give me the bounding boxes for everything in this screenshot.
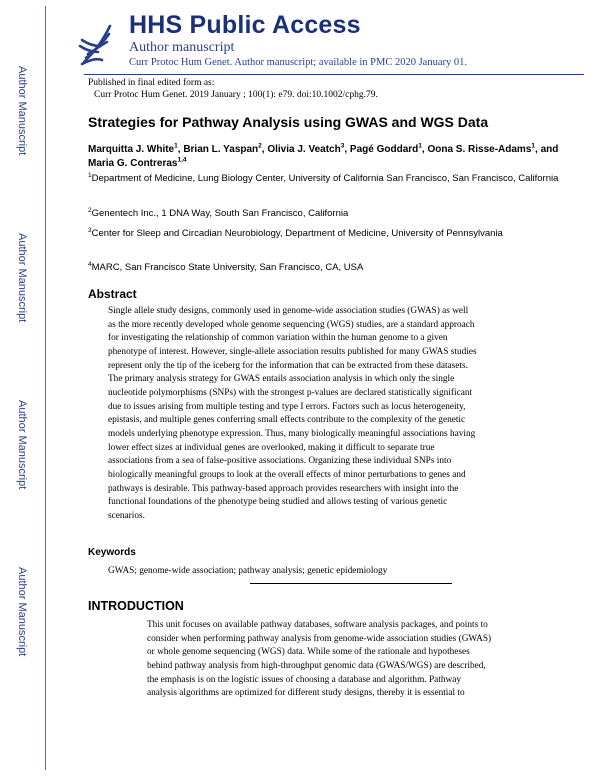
author-name: Maria G. Contreras [88,158,178,169]
keywords-text: GWAS; genome-wide association; pathway analysis; genetic epidemiology [108,566,388,576]
side-label-author-manuscript: Author Manuscript [16,400,28,490]
affiliation-sup: 1 [88,171,92,179]
keywords-heading: Keywords [88,547,136,558]
intro-line: This unit focuses on available pathway databases, software analysis packages, and points to [147,620,488,630]
abstract-line: The primary analysis strategy for GWAS entails association analysis in which only the single [108,374,455,385]
affiliation-2 [88,207,568,221]
abstract-heading: Abstract [88,287,137,301]
affiliation-sup: 3 [88,226,92,234]
side-label-author-manuscript: Author Manuscript [16,66,28,156]
intro-line: consider when performing pathway analysis from genome-wide association studies (GWAS) [147,633,492,644]
header-title: HHS Public Access [129,11,361,39]
keywords-rule [250,583,452,584]
published-label: Published in final edited form as: [88,78,215,88]
abstract-line: nucleotide polymorphisms (SNPs) with the strongest p-values are declared statistically significant [108,387,473,398]
affiliation-text: Center for Sleep and Circadian Neurobiology, Department of Medicine, University of Pennsylvania [91,228,503,239]
abstract-line: lower effect sizes at individual genes are overlooked, making it difficult to separate true [108,442,435,453]
author-and: and [540,144,559,155]
affiliation-text: MARC, San Francisco State University, San Francisco, CA, USA [91,262,364,273]
abstract-line: due to issues arising from multiple testing and type I errors. Factors such as locus heterogeneity, [108,401,466,412]
side-margin [0,0,40,776]
introduction-heading: INTRODUCTION [88,599,184,613]
abstract-line: epistasis, and multiple genes conferring small effects contribute to the complexity of the genetic [108,415,466,426]
abstract-line: associations from a sea of false-positive associations. Organizing these individual SNPs into [108,456,452,467]
author-name: Oona S. Risse-Adams [427,144,532,155]
author-sup: 1,4 [177,156,187,164]
abstract-text [108,305,477,524]
author-name: Pagé Goddard [349,144,419,155]
hhs-eagle-logo [76,16,116,72]
author-sup: 1 [174,142,178,150]
margin-rule [45,6,46,770]
affiliation-3 [88,227,568,241]
abstract-line: as the more recently developed whole genome sequencing (WGS) studies, are a standard approach [108,319,475,330]
abstract-line: scenarios. [108,510,145,521]
affiliation-text: Department of Medicine, Lung Biology Center, University of California San Francisco, San Francisco, California [91,173,559,184]
abstract-line: Single allele study designs, commonly used in genome-wide association studies (GWAS) as well [108,306,469,316]
intro-line: or whole genome sequencing (WGS) data. While some of the rationale and hypotheses [147,647,470,658]
abstract-line: functional foundations of the phenotype being studied and allows testing of various genetic [108,497,448,508]
abstract-line: for investigating the relationship of common variation within the human genome to a given [108,333,448,344]
author-sup: 1 [531,142,535,150]
header-subtitle: Author manuscript [129,40,235,55]
side-label-author-manuscript: Author Manuscript [16,233,28,323]
abstract-line: pathways is desirable. This pathway-based approach provides researchers with insight into the [108,483,459,494]
affiliation-4 [88,261,568,275]
affiliation-1 [88,172,568,186]
author-sup: 2 [258,142,262,150]
abstract-line: phenotype of interest. However, single-allele association results published for many GWAS studies [108,346,477,357]
author-name: Brian L. Yaspan [183,144,259,155]
header-citation: Curr Protoc Hum Genet. Author manuscript; available in PMC 2020 January 01. [129,57,467,68]
abstract-line: biologically meaningful groups to look at the overall effects of minor perturbations to genes and [108,469,466,480]
author-list: Marquitta J. White$^1$, Brian L. Yaspan$^2$, Olivia J. Veatch$^3$, Pagé Goddard$^1$, Oona S. Risse-Adams$^1$, and Maria G. Contreras$^{1,4}$ [88,142,559,169]
abstract-line: represent only the tip of the iceberg for the information that can be extracted from these datasets. [108,360,468,371]
introduction-text [147,619,491,701]
side-label-author-manuscript: Author Manuscript [16,567,28,657]
author-sup: 3 [340,142,345,150]
article-title: Strategies for Pathway Analysis using GWAS and WGS Data [88,114,489,130]
author-name: Marquitta J. White [88,144,175,155]
intro-line: analysis algorithms are optimized for different study designs, thereby it is essential to [147,688,465,699]
published-citation: Curr Protoc Hum Genet. 2019 January ; 100(1): e79. doi:10.1002/cphg.79. [94,90,378,100]
intro-line: behind pathway analysis from high-throughput genomic data (GWAS/WGS) are described, [147,660,486,671]
affiliation-text: Genentech Inc., 1 DNA Way, South San Francisco, California [91,208,349,219]
intro-line: the emphasis is on the logistic issues of choosing a database and algorithm. Pathway [147,674,461,685]
affiliation-sup: 4 [88,260,92,268]
affiliation-sup: 2 [88,206,92,214]
author-name: Olivia J. Veatch [267,144,341,155]
header-rule [84,74,584,75]
abstract-line: models underlying phenotype expression. Thus, many biologically meaningful associations having [108,428,476,439]
author-sup: 1 [418,142,422,150]
